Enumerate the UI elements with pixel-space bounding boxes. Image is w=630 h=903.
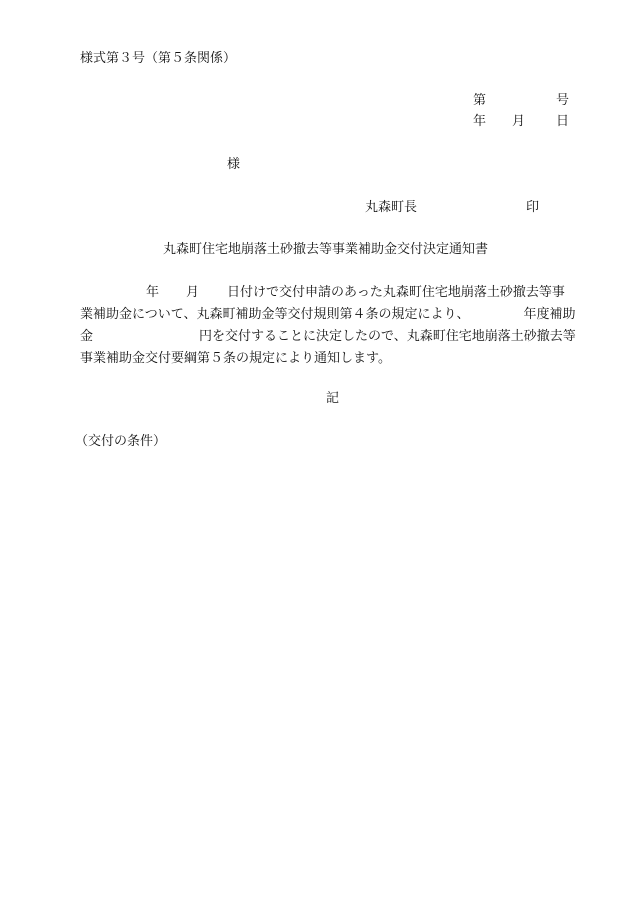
body-line-3-text: 円を交付することに決定したので、丸森町住宅地崩落土砂撤去等 [199,329,576,344]
issuer-title: 丸森町長 [365,200,418,215]
body-line-2 [80,308,576,321]
form-number-label: 様式第３号（第５条関係） [80,51,237,66]
conditions-label: （交付の条件） [75,434,167,449]
addressee-honorific: 様 [227,157,241,172]
body-year-label: 年 [146,285,160,300]
body-line-1-text: 日付けで交付申請のあった丸森町住宅地崩落土砂撤去等事 [227,285,565,300]
body-month-label: 月 [186,285,200,300]
body-fiscal-year-label: 年度補助 [523,307,576,322]
body-amount-label: 金 [80,329,94,344]
body-line-4: 事業補助金交付要綱第５条の規定により通知します。 [80,351,391,366]
date-year-label: 年 [473,114,487,129]
date-day-label: 日 [556,114,570,129]
body-line-1 [80,286,565,299]
body-line-3 [80,330,576,343]
date-month-label: 月 [512,114,526,129]
document-title: 丸森町住宅地崩落土砂撤去等事業補助金交付決定通知書 [163,242,489,257]
ki-heading: 記 [326,391,340,406]
seal-mark: 印 [526,200,540,215]
body-line-2-text: 業補助金について、丸森町補助金等交付規則第４条の規定により、 [80,307,470,322]
document-number-prefix: 第 [473,93,487,108]
document-number-suffix: 号 [556,93,570,108]
